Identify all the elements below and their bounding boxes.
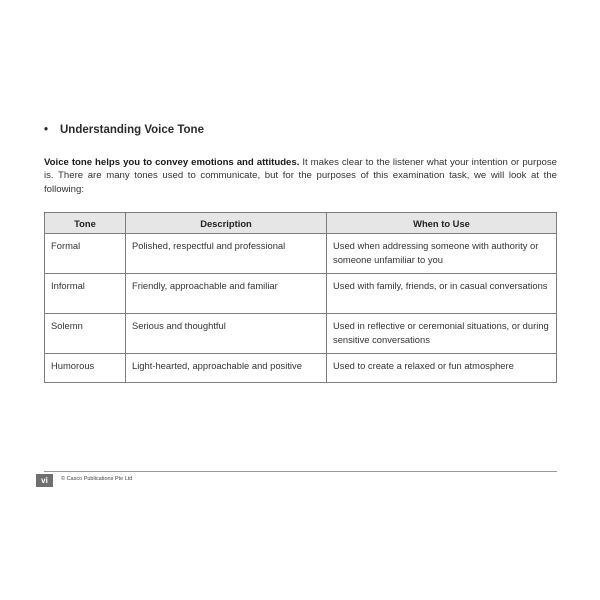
cell-description: Light-hearted, approachable and positive: [126, 354, 327, 383]
header-when-to-use: When to Use: [327, 213, 557, 234]
table-row: [45, 314, 557, 354]
cell-tone: Formal: [45, 234, 126, 274]
cell-tone: Solemn: [45, 314, 126, 354]
page-number: vi: [36, 474, 53, 487]
cell-when-to-use: Used with family, friends, or in casual conversations: [327, 274, 557, 314]
bullet-icon: •: [44, 124, 49, 136]
cell-description: Polished, respectful and professional: [126, 234, 327, 274]
section-heading: [44, 124, 204, 136]
copyright-text: © Casco Publications Pte Ltd: [61, 476, 133, 482]
cell-when-to-use: Used when addressing someone with authority or someone unfamiliar to you: [327, 234, 557, 274]
intro-lead: Voice tone helps you to convey emotions and attitudes.: [44, 157, 300, 168]
cell-tone: Informal: [45, 274, 126, 314]
footer-divider: [44, 471, 557, 472]
header-description: Description: [126, 213, 327, 234]
section-title: Understanding Voice Tone: [60, 124, 204, 136]
header-tone: Tone: [45, 213, 126, 234]
intro-text: It makes clear to the listener what your intention or purpose is. There are many tones used to communicate, but for the purposes of this examination task, we will look at the following:: [44, 157, 558, 195]
cell-tone: Humorous: [45, 354, 126, 383]
table-header-row: [45, 213, 557, 234]
cell-description: Friendly, approachable and familiar: [126, 274, 327, 314]
cell-when-to-use: Used to create a relaxed or fun atmosphere: [327, 354, 557, 383]
cell-when-to-use: Used in reflective or ceremonial situations, or during sensitive conversations: [327, 314, 557, 354]
table-row: [45, 274, 557, 314]
table-row: [45, 354, 557, 383]
intro-paragraph: [44, 156, 557, 196]
table-row: [45, 234, 557, 274]
cell-description: Serious and thoughtful: [126, 314, 327, 354]
voice-tone-table: [44, 212, 557, 383]
